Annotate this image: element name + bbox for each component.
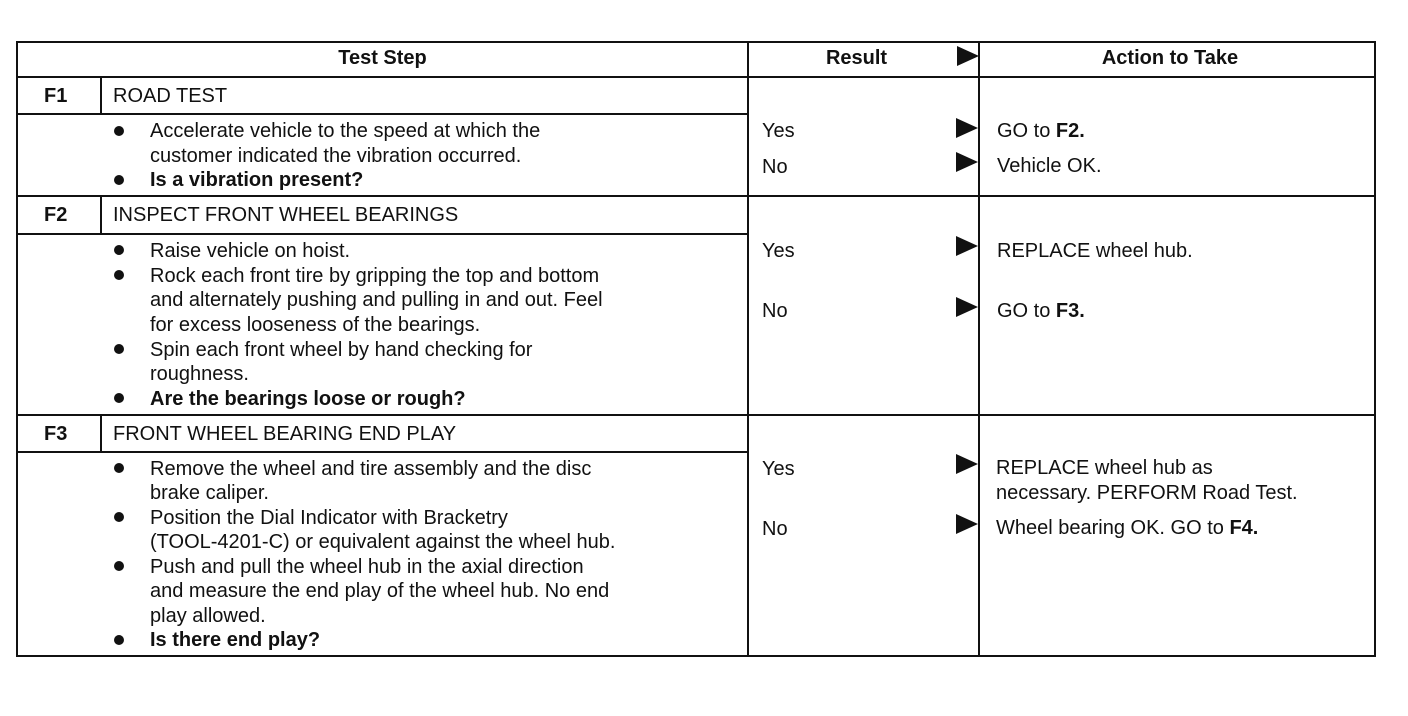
f1-action-no: Vehicle OK. bbox=[997, 155, 1102, 177]
arrow-icon bbox=[956, 514, 978, 534]
bullet-icon bbox=[114, 270, 124, 280]
f1-result-yes: Yes bbox=[762, 120, 795, 142]
header-arrow-icon bbox=[957, 46, 979, 66]
bullet-icon bbox=[114, 175, 124, 185]
header-test-step: Test Step bbox=[338, 47, 427, 69]
f1-result-no: No bbox=[762, 156, 788, 178]
f3-title-divider bbox=[16, 451, 749, 453]
column-divider-result bbox=[747, 41, 749, 657]
f3-bullet-1-line-2: brake caliper. bbox=[150, 482, 269, 504]
f2-result-no: No bbox=[762, 300, 788, 322]
f2-bullet-2-line-2: and alternately pushing and pulling in and out. Feel bbox=[150, 289, 603, 311]
step-title-f1: ROAD TEST bbox=[113, 85, 228, 107]
f1-row-divider bbox=[16, 195, 1376, 197]
arrow-icon bbox=[956, 152, 978, 172]
arrow-icon bbox=[956, 236, 978, 256]
f2-action-no: GO to F3. bbox=[997, 300, 1085, 322]
f2-title-divider bbox=[16, 233, 749, 235]
f1-bullet-1-line-2: customer indicated the vibration occurred. bbox=[150, 145, 522, 167]
bullet-icon bbox=[114, 635, 124, 645]
f2-bullet-3-line-1: Spin each front wheel by hand checking for bbox=[150, 339, 533, 361]
f2-id-divider bbox=[100, 197, 102, 234]
header-action: Action to Take bbox=[1101, 47, 1239, 69]
f2-bullet-4: Are the bearings loose or rough? bbox=[150, 388, 466, 410]
f3-bullet-3-line-2: and measure the end play of the wheel hub. No end bbox=[150, 580, 610, 602]
f3-id-divider bbox=[100, 416, 102, 452]
arrow-icon bbox=[956, 454, 978, 474]
header-divider bbox=[16, 76, 1376, 78]
f3-bullet-2-line-1: Position the Dial Indicator with Bracketry bbox=[150, 507, 508, 529]
bullet-icon bbox=[114, 126, 124, 136]
arrow-icon bbox=[956, 297, 978, 317]
f3-action-no: Wheel bearing OK. GO to F4. bbox=[996, 517, 1259, 539]
f1-id-divider bbox=[100, 78, 102, 114]
f2-bullet-1: Raise vehicle on hoist. bbox=[150, 240, 351, 262]
bullet-icon bbox=[114, 512, 124, 522]
f3-action-yes: REPLACE wheel hub as necessary. PERFORM Road Test. bbox=[996, 457, 1298, 504]
f3-bullet-3-line-3: play allowed. bbox=[150, 605, 266, 627]
bullet-icon bbox=[114, 463, 124, 473]
f2-result-yes: Yes bbox=[762, 240, 795, 262]
f3-bullet-4: Is there end play? bbox=[150, 629, 321, 651]
bullet-icon bbox=[114, 344, 124, 354]
column-divider-action bbox=[978, 41, 980, 657]
step-id-f1: F1 bbox=[44, 85, 68, 107]
f2-action-yes: REPLACE wheel hub. bbox=[997, 240, 1193, 262]
f3-result-yes: Yes bbox=[762, 458, 795, 480]
bullet-icon bbox=[114, 561, 124, 571]
f3-bullet-1-line-1: Remove the wheel and tire assembly and the disc bbox=[150, 458, 592, 480]
bullet-icon bbox=[114, 393, 124, 403]
f1-action-yes: GO to F2. bbox=[997, 120, 1085, 142]
f1-title-divider bbox=[16, 113, 749, 115]
f1-bullet-2: Is a vibration present? bbox=[150, 169, 364, 191]
f2-bullet-2-line-1: Rock each front tire by gripping the top and bottom bbox=[150, 265, 600, 287]
f3-bullet-2-line-2: (TOOL-4201-C) or equivalent against the wheel hub. bbox=[150, 531, 616, 553]
step-id-f3: F3 bbox=[44, 423, 68, 445]
header-result: Result bbox=[825, 47, 888, 69]
f3-bullet-3-line-1: Push and pull the wheel hub in the axial direction bbox=[150, 556, 584, 578]
step-title-f2: INSPECT FRONT WHEEL BEARINGS bbox=[113, 204, 459, 226]
step-id-f2: F2 bbox=[44, 204, 68, 226]
f3-result-no: No bbox=[762, 518, 788, 540]
step-title-f3: FRONT WHEEL BEARING END PLAY bbox=[113, 423, 457, 445]
f2-bullet-2-line-3: for excess looseness of the bearings. bbox=[150, 314, 481, 336]
f2-bullet-3-line-2: roughness. bbox=[150, 363, 249, 385]
arrow-icon bbox=[956, 118, 978, 138]
bullet-icon bbox=[114, 245, 124, 255]
f2-row-divider bbox=[16, 414, 1376, 416]
f1-bullet-1-line-1: Accelerate vehicle to the speed at which the bbox=[150, 120, 541, 142]
